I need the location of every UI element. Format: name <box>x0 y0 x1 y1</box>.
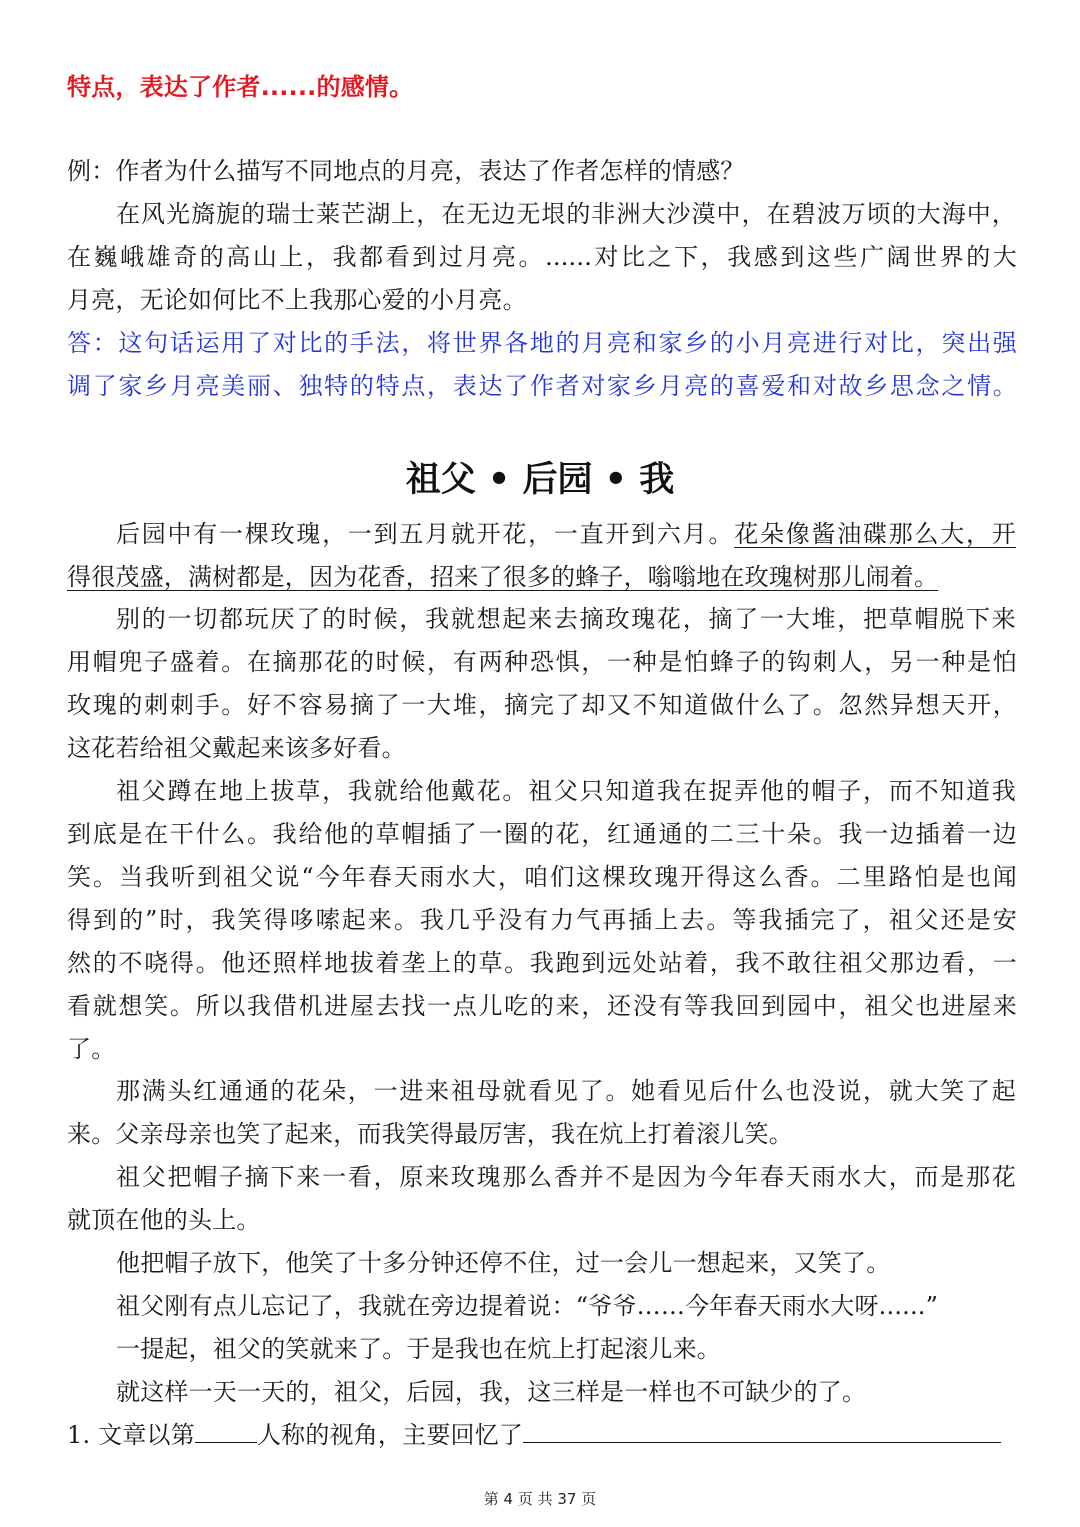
article-paragraph-line: 来。父亲母亲也笑了起来，而我笑得最厉害，我在炕上打着滚儿笑。 <box>67 1120 793 1148</box>
article-paragraph-line: 那满头红通通的花朵，一进来祖母就看见了。她看见后什么也没说，就大笑了起 <box>116 1077 1016 1105</box>
article-paragraph-line: 笑。当我听到祖父说“今年春天雨水大，咱们这棵玫瑰开得这么香。二里路怕是也闻 <box>67 863 1017 891</box>
article-paragraph-line: 然的不哓得。他还照样地拔着垄上的草。我跑到远处站着，我不敢往祖父那边看，一 <box>67 949 1017 977</box>
article-paragraph-line: 到底是在干什么。我给他的草帽插了一圈的花，红通通的二三十朵。我一边插着一边 <box>67 820 1017 848</box>
article-paragraph-line: 这花若给祖父戴起来该多好看。 <box>67 734 406 762</box>
article-paragraph-line: 别的一切都玩厌了的时候，我就想起来去摘玫瑰花，摘了一大堆，把草帽脱下来 <box>116 605 1016 633</box>
top-note: 特点，表达了作者......的感情。 <box>67 73 414 101</box>
article-paragraph-line: 得到的”时，我笑得哆嗦起来。我几乎没有力气再插上去。等我插完了，祖父还是安 <box>67 906 1017 934</box>
article-text: 后园中有一棵玫瑰，一到五月就开花，一直开到六月。 <box>116 520 735 548</box>
answer-blank-content[interactable] <box>523 1418 1001 1443</box>
example-answer-line: 答：这句话运用了对比的手法，将世界各地的月亮和家乡的小月亮进行对比，突出强 <box>67 329 1017 357</box>
article-paragraph-line: 玫瑰的刺刺手。好不容易摘了一大堆，摘完了却又不知道做什么了。忽然异想天开， <box>67 691 1017 719</box>
underlined-sentence: 得很茂盛，满树都是，因为花香，招来了很多的蜂子，嗡嗡地在玫瑰树那儿闹着。 <box>67 563 939 591</box>
article-paragraph-line: 就顶在他的头上。 <box>67 1206 261 1234</box>
example-passage-line: 月亮，无论如何比不上我那心爱的小月亮。 <box>67 286 527 314</box>
example-passage-line: 在风光旖旎的瑞士莱芒湖上，在无边无垠的非洲大沙漠中，在碧波万顷的大海中， <box>116 200 1016 228</box>
example-question: 例：作者为什么描写不同地点的月亮，表达了作者怎样的情感？ <box>67 157 745 185</box>
article-paragraph-line: 用帽兜子盛着。在摘那花的时候，有两种恐惧，一种是怕蜂子的钩刺人，另一种是怕 <box>67 648 1017 676</box>
example-answer-line: 调了家乡月亮美丽、独特的特点，表达了作者对家乡月亮的喜爱和对故乡思念之情。 <box>67 372 1017 400</box>
article-paragraph-line: 看就想笑。所以我借机进屋去找一点儿吃的来，还没有等我回到园中，祖父也进屋来 <box>67 992 1017 1020</box>
article-paragraph-line: 就这样一天一天的，祖父，后园，我，这三样是一样也不可缺少的了。 <box>116 1378 867 1406</box>
article-paragraph-line: 他把帽子放下，他笑了十多分钟还停不住，过一会儿一想起来，又笑了。 <box>116 1249 891 1277</box>
article-paragraph-line: 一提起，祖父的笑就来了。于是我也在炕上打起滚儿来。 <box>116 1335 721 1363</box>
question-1 <box>67 1414 1017 1457</box>
article-paragraph-line <box>67 556 1017 599</box>
article-paragraph-line: 了。 <box>67 1035 116 1063</box>
example-passage-line: 在巍峨雄奇的高山上，我都看到过月亮。......对比之下，我感到这些广阔世界的大 <box>67 243 1017 271</box>
article-paragraph-line: 祖父刚有点儿忘记了，我就在旁边提着说：“爷爷……今年春天雨水大呀......” <box>116 1292 939 1320</box>
page-footer: 第 4 页 共 37 页 <box>483 1490 597 1508</box>
article-paragraph-line: 祖父把帽子摘下来一看，原来玫瑰那么香并不是因为今年春天雨水大，而是那花 <box>116 1163 1016 1191</box>
question-1-text: 人称的视角，主要回忆了 <box>256 1421 524 1449</box>
underlined-sentence: 花朵像酱油碟那么大，开 <box>734 520 1016 548</box>
answer-blank-person[interactable] <box>195 1418 257 1443</box>
article-paragraph-line <box>116 513 1016 556</box>
article-paragraph-line: 祖父蹲在地上拔草，我就给他戴花。祖父只知道我在捉弄他的帽子，而不知道我 <box>116 777 1016 805</box>
article-title: 祖父 • 后园 • 我 <box>405 460 675 500</box>
question-1-text: 1. 文章以第 <box>67 1421 195 1449</box>
